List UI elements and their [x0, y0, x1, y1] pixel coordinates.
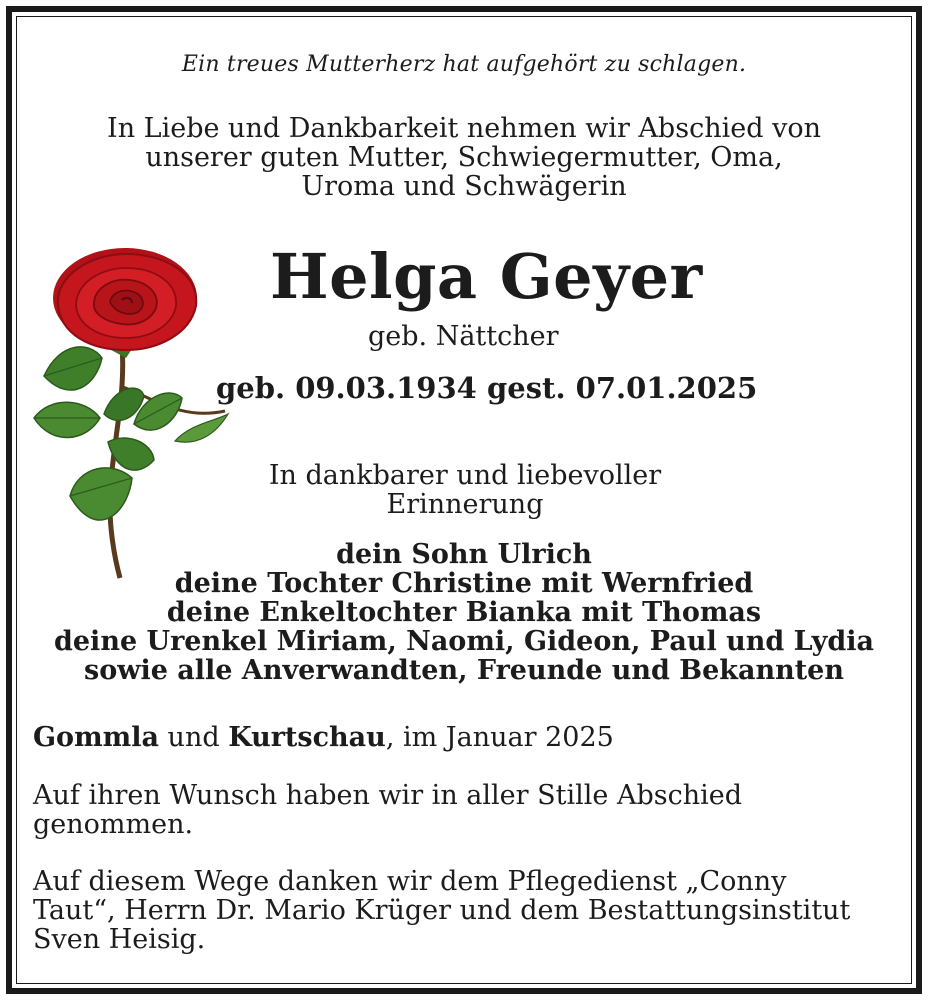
notice-date: , im Januar 2025: [385, 722, 614, 753]
place-connector: und: [158, 722, 229, 753]
thanks-line-3: Sven Heisig.: [33, 924, 206, 955]
rose-illustration: [30, 246, 240, 586]
birth-name: geb. Nättcher: [368, 321, 559, 352]
intro-line-1: In Liebe und Dankbarkeit nehmen wir Abschied von: [107, 113, 821, 144]
thanks-line-1: Auf diesem Wege danken wir dem Pflegedienst „Conny: [33, 866, 787, 897]
memory-line-1: In dankbarer und liebevoller: [268, 460, 662, 491]
deceased-name: Helga Geyer: [270, 240, 703, 313]
signer-line-3: deine Enkeltochter Bianka mit Thomas: [166, 597, 762, 628]
signer-line-4: deine Urenkel Miriam, Naomi, Gideon, Paul und Lydia: [54, 626, 874, 657]
signer-line-1: dein Sohn Ulrich: [336, 539, 592, 570]
signer-line-2: deine Tochter Christine mit Wernfried: [174, 568, 754, 599]
thanks-line-2: Taut“, Herrn Dr. Mario Krüger und dem Bestattungsinstitut: [33, 895, 851, 926]
wish-line-1: Auf ihren Wunsch haben wir in aller Stille Abschied: [33, 780, 742, 811]
motto: Ein treues Mutterherz hat aufgehört zu schlagen.: [181, 52, 747, 77]
place-1: Gommla: [33, 722, 159, 753]
death-date: gest. 07.01.2025: [487, 371, 758, 405]
signer-line-5: sowie alle Anverwandten, Freunde und Bekannten: [84, 655, 844, 686]
intro-line-3: Uroma und Schwägerin: [301, 171, 627, 202]
birth-date: geb. 09.03.1934: [216, 371, 477, 405]
wish-line-2: genommen.: [33, 809, 194, 840]
memory-line-2: Erinnerung: [386, 489, 544, 520]
intro-line-2: unserer guten Mutter, Schwiegermutter, Oma,: [145, 142, 783, 173]
place-date-line: [33, 722, 614, 753]
place-2: Kurtschau: [228, 722, 386, 753]
